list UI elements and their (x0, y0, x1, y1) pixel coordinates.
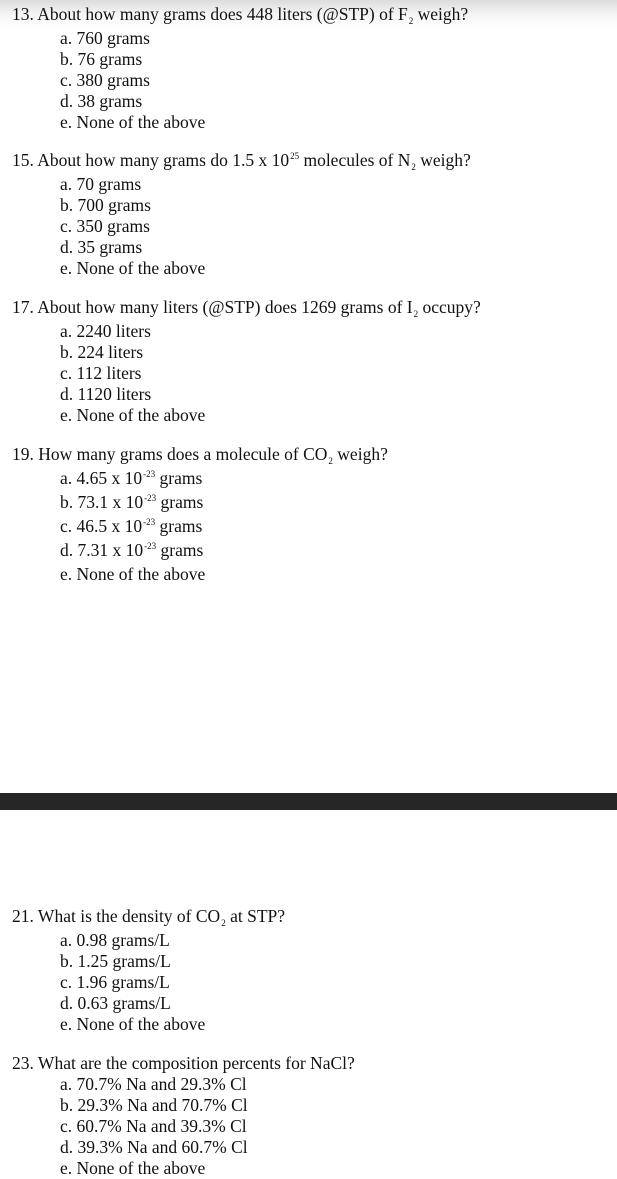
question-text: 19. How many grams does a molecule of $CO_2$ weigh? (12, 444, 388, 466)
option-a: a. 0.98 grams/L (60, 930, 170, 950)
option-e: e. None of the above (60, 564, 206, 584)
option-e: e. None of the above (60, 1014, 206, 1034)
option-c: c. 112 liters (60, 363, 142, 383)
question-text: 17. About how many liters (@STP) does 1269 grams of $I_2$ occupy? (12, 297, 481, 319)
question-text: 15. About how many grams do 1.5 x $10^{25}$ molecules of $N_2$ weigh? (12, 150, 471, 172)
option-a: a. 70 grams (60, 174, 142, 194)
question-19 (12, 444, 612, 585)
option-c: c. 60.7% Na and 39.3% Cl (60, 1116, 247, 1136)
option-e: e. None of the above (60, 405, 206, 425)
question-13 (12, 4, 612, 133)
question-17 (12, 297, 612, 426)
option-e: e. None of the above (60, 1158, 206, 1178)
page-break-divider (0, 793, 617, 810)
option-a: a. 2240 liters (60, 321, 151, 341)
option-b: b. 700 grams (60, 195, 151, 215)
option-d: d. 0.63 grams/L (60, 993, 171, 1013)
option-d: d. 1120 liters (60, 384, 152, 404)
option-d: d. 38 grams (60, 91, 143, 111)
option-c: c. 46.5 x $10^{-23}$ grams (60, 516, 203, 536)
option-b: b. 29.3% Na and 70.7% Cl (60, 1095, 248, 1115)
option-b: b. 224 liters (60, 342, 144, 362)
option-c: c. 350 grams (60, 216, 150, 236)
question-21 (12, 906, 612, 1035)
question-text: 21. What is the density of $CO_2$ at STP? (12, 906, 286, 928)
option-b: b. 76 grams (60, 49, 143, 69)
question-text: 13. About how many grams does 448 liters (@STP) of $F_2$ weigh? (12, 4, 469, 26)
question-text: 23. What are the composition percents for NaCl? (12, 1053, 355, 1073)
option-b: b. 1.25 grams/L (60, 951, 171, 971)
option-e: e. None of the above (60, 258, 206, 278)
option-a: a. 4.65 x $10^{-23}$ grams (60, 468, 203, 488)
question-23 (12, 1053, 612, 1179)
option-d: d. 7.31 x $10^{-23}$ grams (60, 540, 204, 560)
option-e: e. None of the above (60, 112, 206, 132)
option-b: b. 73.1 x $10^{-23}$ grams (60, 492, 204, 512)
option-d: d. 35 grams (60, 237, 143, 257)
option-c: c. 1.96 grams/L (60, 972, 170, 992)
question-15 (12, 150, 612, 279)
option-a: a. 70.7% Na and 29.3% Cl (60, 1074, 247, 1094)
option-d: d. 39.3% Na and 60.7% Cl (60, 1137, 248, 1157)
option-a: a. 760 grams (60, 28, 150, 48)
option-c: c. 380 grams (60, 70, 150, 90)
